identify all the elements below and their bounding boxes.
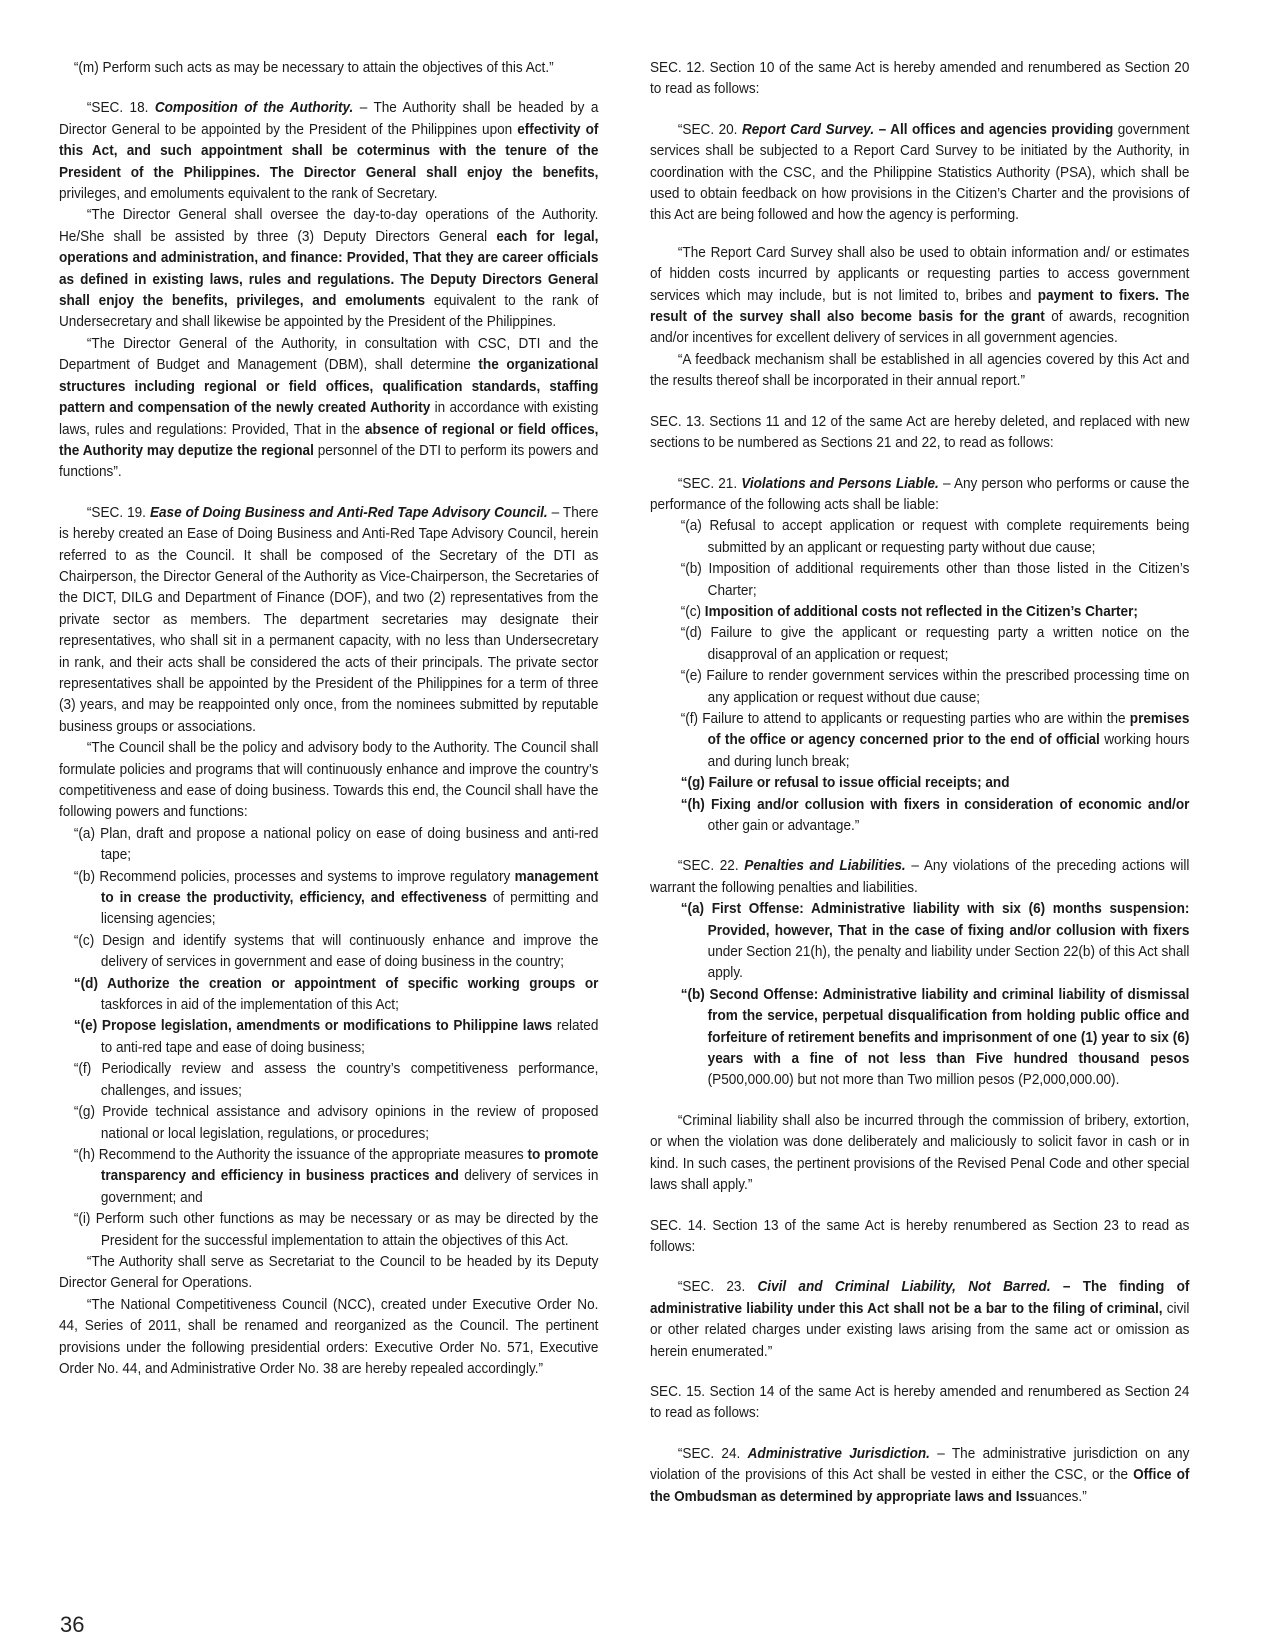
sec21-item-f-a: “(f) Failure to attend to applicants or requesting parties who are within the: [680, 710, 1130, 727]
sec18-p1-bold: effectivity of this Act, and such appointment shall be coterminus with the tenure of the President of the Philippines. The Director General shall enjoy the benefits,: [59, 121, 599, 181]
left-column: [59, 58, 598, 1380]
sec19-para-2: “The Council shall be the policy and advisory body to the Authority. The Council shall formulate policies and programs that will continuously enhance and improve the country’s competitiveness and ease of doing business. Towards this end, the Council shall have the following powers and functions:: [59, 740, 599, 821]
sec21-item-c-a: “(c): [680, 603, 705, 620]
sec20-para-1: [650, 120, 1189, 227]
sec22-title: Penalties and Liabilities.: [744, 858, 906, 875]
sec21-item-b: “(b) Imposition of additional requirements other than those listed in the Citizen’s Charter;: [680, 561, 1190, 599]
sec24-title: Administrative Jurisdiction.: [747, 1445, 930, 1462]
sec20-p2-bold: payment to fixers. The result of the survey shall also become basis for the grant: [650, 287, 1190, 326]
sec18-p1-b: privileges, and emoluments equivalent to the rank of Secretary.: [59, 186, 438, 203]
sec21-item-h-bold: “(h) Fixing and/or collusion with fixers in consideration of economic and/or: [680, 796, 1190, 813]
sec22-item-a-bold: “(a) First Offense: Administrative liability with six (6) months suspension: Provided, however, That in the case of fixing and/or collusion with fixers: [680, 901, 1190, 939]
sec21-item-f-b: working hours and during lunch break;: [707, 732, 1190, 770]
sec20-title: Report Card Survey.: [741, 121, 875, 138]
sec19-prefix: “SEC. 19.: [86, 504, 150, 521]
page-number: 36: [60, 1612, 85, 1637]
sec19-item-g: “(g) Provide technical assistance and advisory opinions in the review of proposed national or local legislation, regulations, or procedures;: [73, 1104, 599, 1142]
sec18-prefix: “SEC. 18.: [86, 100, 155, 117]
sec18-p1-a: – The Authority shall be headed by a Director General to be appointed by the President of the Philippines upon: [59, 100, 599, 138]
sec19-item-e-bold: “(e) Propose legislation, amendments or modifications to Philippine laws: [73, 1018, 553, 1035]
sec22-p1: – Any violations of the preceding actions will warrant the following penalties and liabilities.: [650, 858, 1190, 896]
sec18-p3-a: “The Director General of the Authority, in consultation with CSC, DTI and the Department of Budget and Management (DBM), shall determine: [59, 335, 599, 374]
sec23-p1: civil or other related charges under existing laws arising from the same act or omission as herein enumerated.”: [650, 1300, 1190, 1360]
sec19-item-b-bold: management to in crease the productivity, efficiency, and effectiveness: [100, 868, 599, 907]
sec22-prefix: “SEC. 22.: [677, 858, 745, 875]
right-column: [650, 58, 1189, 1508]
sec20-prefix: “SEC. 20.: [677, 121, 742, 138]
sec23-title: Civil and Criminal Liability, Not Barred.: [757, 1279, 1051, 1296]
sec22-item-b: [650, 985, 1189, 1092]
sec21-item-f-bold: premises of the office or agency concerned prior to the end of official: [707, 710, 1190, 749]
sec24-bold: Office of the Ombudsman as determined by appropriate laws and Iss: [650, 1467, 1190, 1505]
sec19-para-1: [59, 503, 598, 738]
sec24-para-1: [650, 1444, 1189, 1508]
sec20-p1: government services shall be subjected to a Report Card Survey to be initiated by the Authority, in coordination with the CSC, and the Philippine Statistics Authority (PSA), which shall be used to obtain feedback on how provisions in the Citizen’s Charter and the provisions of this Act are being followed and how the agency is performing.: [650, 121, 1190, 224]
sec21-item-g: “(g) Failure or refusal to issue official receipts; and: [680, 775, 1010, 792]
sec21-p1: – Any person who performs or cause the performance of the following acts shall be liable:: [650, 475, 1190, 513]
sec13-intro: SEC. 13. Sections 11 and 12 of the same Act are hereby deleted, and replaced with new sections to be numbered as Sections 21 and 22, to read as follows:: [650, 413, 1190, 452]
sec24-end: uances.”: [1034, 1488, 1087, 1505]
sec19-item-h-a: “(h) Recommend to the Authority the issuance of the appropriate measures: [73, 1146, 528, 1163]
sec22-item-b-bold: “(b) Second Offense: Administrative liability and criminal liability of dismissal from the service, perpetual disqualification from holding public office and forfeiture of retirement benefits and imprisonment of one (1) year to six (6) years with a fine of not less than Five hundred thousand pesos: [680, 986, 1190, 1068]
sec19-item-h-b: delivery of services in government; and: [100, 1168, 599, 1206]
sec18-p3-bold2: absence of regional or field offices, the Authority may deputize the regional: [59, 421, 599, 459]
sec19-item-b: [59, 867, 598, 931]
sec19-item-h-bold: to promote transparency and efficiency in business practices and: [100, 1146, 599, 1185]
sec21-item-e: “(e) Failure to render government services within the prescribed processing time on any application or request without due cause;: [680, 668, 1190, 706]
sec19-item-b-a: “(b) Recommend policies, processes and systems to improve regulatory: [73, 868, 515, 885]
sec20-para-3: “A feedback mechanism shall be established in all agencies covered by this Act and the results thereof shall be incorporated in their annual report.”: [650, 351, 1190, 390]
sec20-p2-a: “The Report Card Survey shall also be used to obtain information and/ or estimates of hidden costs incurred by applicants or requesting parties to access government services which may include, but is not limited to, bribes and: [650, 244, 1190, 304]
sec18-p2-b: equivalent to the rank of Undersecretary and shall likewise be appointed by the President of the Philippines.: [59, 293, 599, 331]
sec23-prefix: “SEC. 23.: [677, 1279, 758, 1296]
sec19-item-d: [59, 974, 598, 1017]
sec17-item-m: “(m) Perform such acts as may be necessary to attain the objectives of this Act.”: [73, 60, 554, 76]
sec21-para-1: [650, 474, 1189, 517]
sec19-item-e: [59, 1016, 598, 1059]
sec21-item-h-b: other gain or advantage.”: [707, 818, 860, 834]
sec20-bold1: – All offices and agencies providing: [874, 121, 1114, 138]
sec19-p1: – There is hereby created an Ease of Doing Business and Anti-Red Tape Advisory Council, herein referred to as the Council. It shall be composed of the Secretary of the DTI as Chairperson, the Director General of the Authority as Vice-Chairperson, the Secretaries of the DICT, DILG and Department of Finance (DOF), and two (2) representatives from the private sector as members. The department secretaries may designate their representatives, who shall sit in a permanent capacity, with no less than Undersecretary in rank, and their acts shall be considered the acts of their principals. The private sector representatives shall be appointed by the President of the Philippines for a term of three (3) years, and may be reappointed only once, from the nominees submitted by reputable business groups or associations.: [59, 504, 599, 735]
sec21-item-a: “(a) Refusal to accept application or request with complete requirements being submitted by an applicant or requesting party without due cause;: [680, 518, 1190, 556]
sec18-para-3: [59, 334, 598, 484]
sec19-item-f: “(f) Periodically review and assess the country’s competitiveness performance, challenges, and issues;: [73, 1061, 599, 1099]
sec19-item-d-b: taskforces in aid of the implementation of this Act;: [100, 997, 399, 1014]
sec12-intro: SEC. 12. Section 10 of the same Act is hereby amended and renumbered as Section 20 to read as follows:: [650, 60, 1190, 98]
sec23-para-1: [650, 1277, 1189, 1363]
sec24-prefix: “SEC. 24.: [677, 1445, 748, 1462]
sec22-para-2: “Criminal liability shall also be incurred through the commission of bribery, extortion, or when the violation was done deliberately and maliciously to solicit favor in cash or in kind. In such cases, the pertinent provisions of the Revised Penal Code and other special laws shall apply.”: [650, 1112, 1190, 1194]
sec19-item-c: “(c) Design and identify systems that will continuously enhance and improve the delivery of services in government and ease of doing business in the country;: [73, 932, 599, 971]
sec18-p3-b: in accordance with existing laws, rules and regulations: Provided, That in the: [59, 400, 599, 438]
sec18-para-2: [59, 205, 598, 333]
sec21-item-d: “(d) Failure to give the applicant or requesting party a written notice on the disapproval of an application or request;: [680, 625, 1190, 663]
sec23-bold: – The finding of administrative liability under this Act shall not be a bar to the filing of criminal,: [650, 1279, 1190, 1317]
sec20-para-2: [650, 243, 1189, 350]
sec22-item-b-b: (P500,000.00) but not more than Two million pesos (P2,000,000.00).: [707, 1072, 1120, 1089]
sec19-para-4: “The National Competitiveness Council (NCC), created under Executive Order No. 44, Series of 2011, shall be renamed and reorganized as the Council. The pertinent provisions under the following presidential orders: Executive Order No. 571, Executive Order No. 44, and Administrative Order No. 38 are hereby repealed accordingly.”: [59, 1296, 599, 1377]
sec15-intro: SEC. 15. Section 14 of the same Act is hereby amended and renumbered as Section 24 to read as follows:: [650, 1383, 1190, 1422]
sec19-item-i: “(i) Perform such other functions as may be necessary or as may be directed by the President for the successful implementation to attain the objectives of this Act.: [73, 1211, 599, 1249]
sec19-item-d-bold: “(d) Authorize the creation or appointment of specific working groups or: [73, 975, 599, 992]
sec18-p2-bold: each for legal, operations and administration, and finance: Provided, That they are career officials as defined in existing laws, rules and regulations. The Deputy Directors General shall enjoy the benefits, privileges, and emoluments: [59, 228, 599, 310]
sec21-item-c: [650, 602, 1189, 623]
sec21-item-c-bold: Imposition of additional costs not reflected in the Citizen’s Charter;: [704, 603, 1138, 620]
sec21-item-f: [650, 709, 1189, 773]
sec19-item-a: “(a) Plan, draft and propose a national policy on ease of doing business and anti-red tape;: [73, 825, 599, 864]
sec18-para-1: [59, 98, 598, 205]
sec20-p2-b: of awards, recognition and/or incentives for excellent delivery of services in all government agencies.: [650, 309, 1190, 347]
sec19-item-h: [59, 1145, 598, 1209]
sec18-title: Composition of the Authority.: [154, 100, 354, 117]
sec21-title: Violations and Persons Liable.: [741, 475, 939, 492]
sec21-item-h: [650, 795, 1189, 838]
sec18-p3-c: personnel of the DTI to perform its powers and functions”.: [59, 442, 599, 481]
sec22-item-a-b: under Section 21(h), the penalty and liability under Section 22(b) of this Act shall apply.: [707, 944, 1190, 982]
sec19-item-e-b: related to anti-red tape and ease of doing business;: [100, 1018, 599, 1056]
sec19-para-3: “The Authority shall serve as Secretariat to the Council to be headed by its Deputy Director General for Operations.: [59, 1253, 599, 1292]
sec24-p1: – The administrative jurisdiction on any violation of the provisions of this Act shall be vested in either the CSC, or the: [650, 1445, 1190, 1484]
sec18-p3-bold1: the organizational structures including regional or field offices, qualification standards, staffing pattern and compensation of the newly created Authority: [59, 357, 599, 417]
sec19-title: Ease of Doing Business and Anti-Red Tape Advisory Council.: [149, 504, 548, 521]
sec19-item-b-b: of permitting and licensing agencies;: [100, 890, 599, 928]
sec21-prefix: “SEC. 21.: [677, 475, 742, 492]
sec14-intro: SEC. 14. Section 13 of the same Act is hereby renumbered as Section 23 to read as follows:: [650, 1217, 1190, 1255]
sec18-p2-a: “The Director General shall oversee the day-to-day operations of the Authority. He/She shall be assisted by three (3) Deputy Directors General: [59, 207, 599, 245]
sec22-item-a: [650, 899, 1189, 985]
sec22-para-1: [650, 856, 1189, 899]
